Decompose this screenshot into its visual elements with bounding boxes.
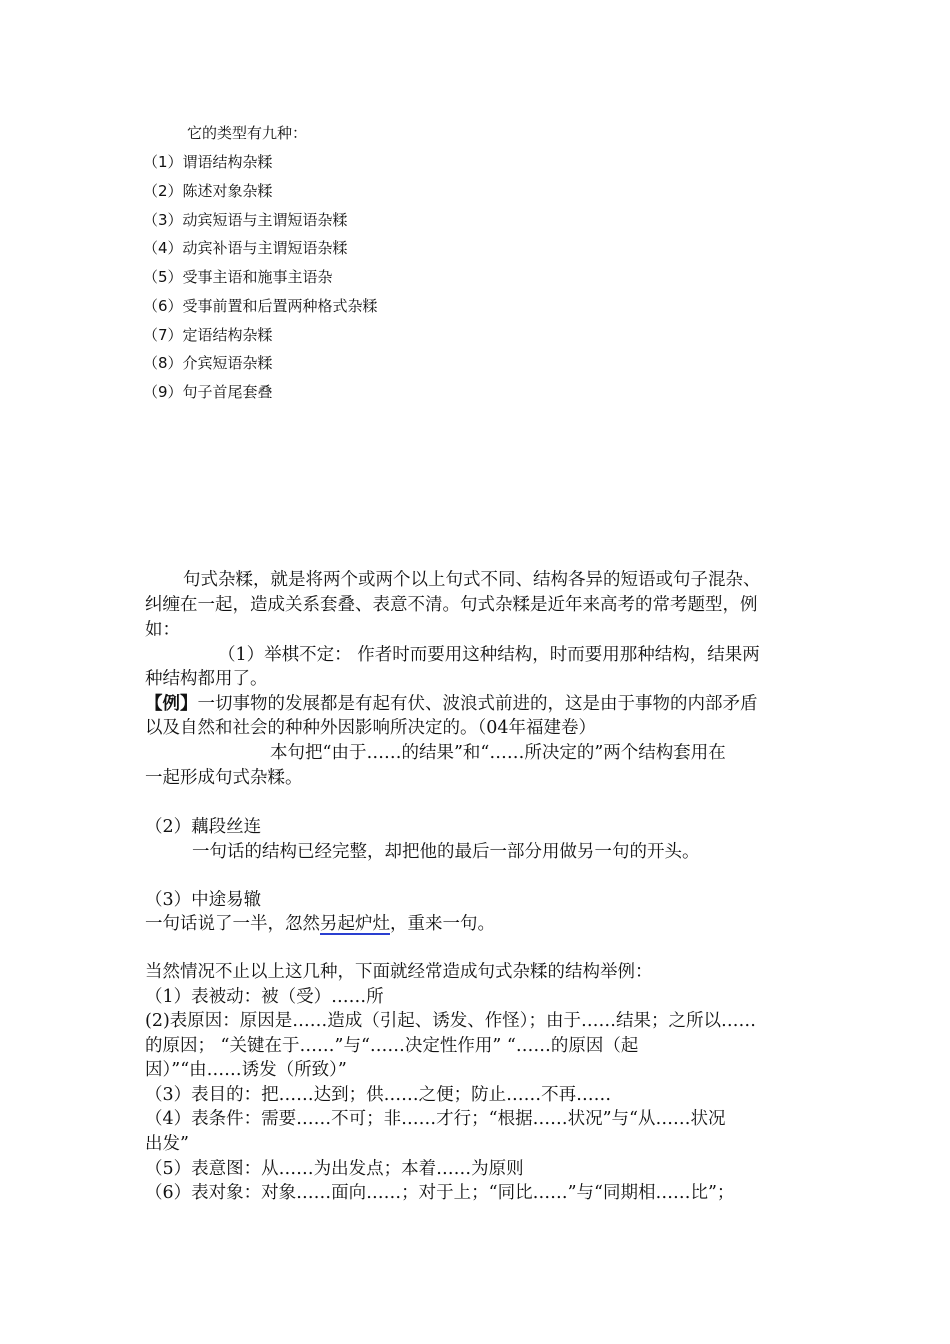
structure-4-line-1: （4）表条件：需要……不可；非……才行；“根据……状况”与“从……状况 (145, 1109, 726, 1129)
type-item-6: （6）受事前置和后置两种格式杂糅 (143, 297, 378, 315)
section2-desc: 一句话的结构已经完整，却把他的最后一部分用做另一句的开头。 (192, 842, 700, 862)
type-item-1: （1）谓语结构杂糅 (143, 153, 273, 171)
definition-line-1: 句式杂糅，就是将两个或两个以上句式不同、结构各异的短语或句子混杂、 (183, 570, 761, 590)
section3-desc-post: ，重来一句。 (390, 914, 495, 934)
section1-line-1: （1）举棋不定： 作者时而要用这种结构，时而要用那种结构，结果两 (218, 645, 760, 665)
structure-5: （5）表意图：从……为出发点；本着……为原则 (145, 1159, 524, 1179)
definition-line-3: 如： (145, 620, 180, 640)
example-text-1: 一切事物的发展都是有起有伏、波浪式前进的，这是由于事物的内部矛盾 (197, 694, 758, 714)
note-line-1: 本句把“由于……的结果”和“……所决定的”两个结构套用在 (270, 743, 726, 763)
structure-1: （1）表被动：被（受）……所 (145, 987, 384, 1007)
example-line-1 (145, 692, 758, 716)
type-item-8: （8）介宾短语杂糅 (143, 354, 273, 372)
section2-title: （2）藕段丝连 (145, 817, 262, 837)
structure-4-line-2: 出发” (145, 1134, 189, 1154)
type-item-3: （3）动宾短语与主谓短语杂糅 (143, 211, 348, 229)
section3-desc (145, 912, 495, 936)
structure-3: （3）表目的：把……达到；供……之便；防止……不再…… (145, 1085, 612, 1105)
type-item-2: （2）陈述对象杂糅 (143, 182, 273, 200)
structure-2-line-2: 的原因； “关键在于……”与“……决定性作用” “……的原因（起 (145, 1036, 639, 1056)
structures-intro: 当然情况不止以上这几种，下面就经常造成句式杂糅的结构举例： (145, 962, 653, 982)
section3-underlined-phrase: 另起炉灶 (320, 914, 390, 934)
example-tag: 【例】 (145, 694, 198, 714)
structure-6: （6）表对象：对象……面向……；对于上；“同比……”与“同期相……比”； (145, 1183, 735, 1203)
type-item-9: （9）句子首尾套叠 (143, 383, 273, 401)
structure-2-line-3: 因）”“由……诱发（所致）” (145, 1060, 347, 1080)
section3-title: （3）中途易辙 (145, 890, 262, 910)
definition-line-2: 纠缠在一起，造成关系套叠、表意不清。句式杂糅是近年来高考的常考题型，例 (145, 595, 758, 615)
section1-line-2: 种结构都用了。 (145, 669, 268, 689)
type-item-7: （7）定语结构杂糅 (143, 326, 273, 344)
example-line-2: 以及自然和社会的种种外因影响所决定的。（04年福建卷） (145, 718, 597, 738)
type-item-4: （4）动宾补语与主谓短语杂糅 (143, 239, 348, 257)
structure-2-line-1: (2)表原因：原因是……造成（引起、诱发、作怪）；由于……结果；之所以…… (145, 1011, 757, 1031)
type-item-5: （5）受事主语和施事主语杂 (143, 268, 333, 286)
section3-desc-pre: 一句话说了一半，忽然 (145, 914, 320, 934)
note-line-2: 一起形成句式杂糅。 (145, 768, 303, 788)
types-intro: 它的类型有九种： (187, 124, 308, 142)
